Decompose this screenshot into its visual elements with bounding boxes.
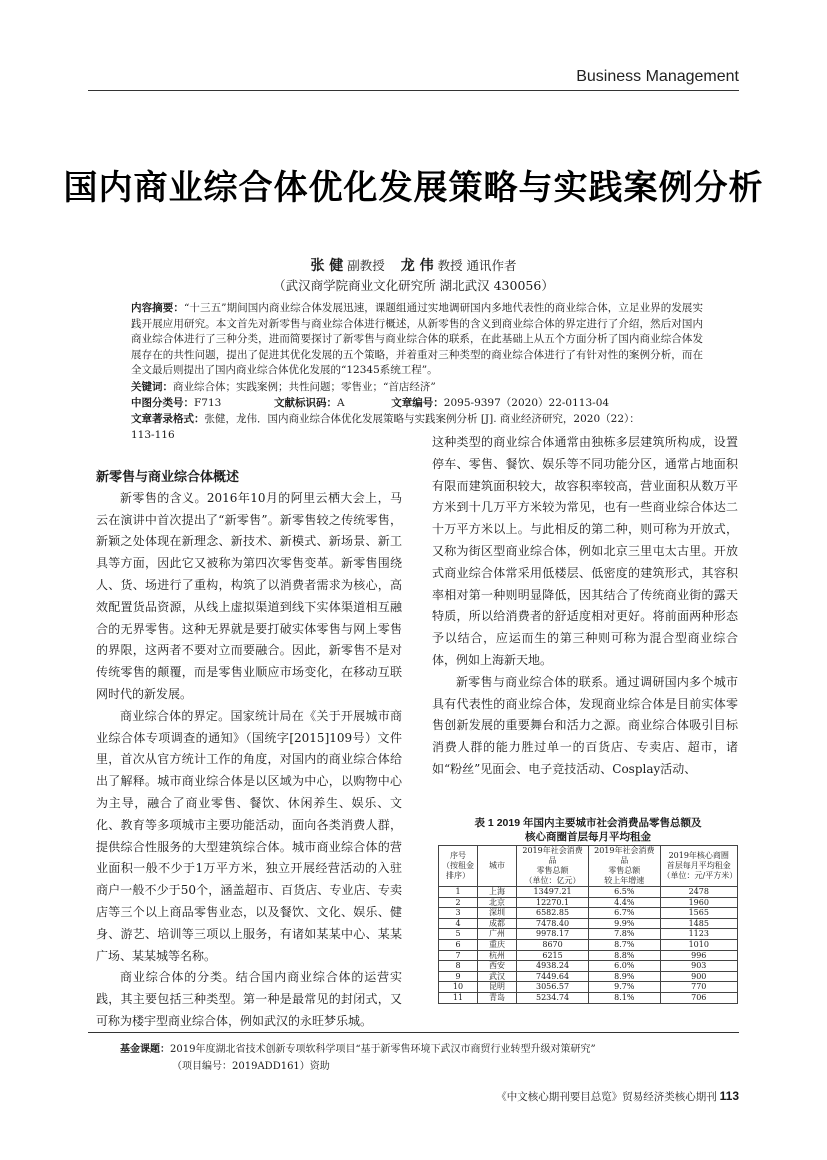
col-header-sales: 2019年社会消费品 零售总额 （单位：亿元） — [517, 846, 589, 887]
cell-sales: 3056.57 — [517, 982, 589, 993]
cell-sales: 7478.40 — [517, 918, 589, 929]
table-caption — [438, 816, 738, 844]
cell-rent: 1010 — [660, 939, 738, 950]
cell-rent: 706 — [660, 992, 738, 1003]
section-tag: Business Management — [576, 68, 739, 85]
table-row — [439, 887, 738, 898]
cell-city: 武汉 — [478, 971, 517, 982]
table-row — [439, 950, 738, 961]
cell-sales: 8670 — [517, 939, 589, 950]
cell-rank: 3 — [439, 908, 478, 919]
page-number: 113 — [719, 1089, 739, 1103]
funding-text: 2019年度湖北省技术创新专项软科学项目“基于新零售环境下武汉市商贸行业转型升级对策研究” — [170, 1044, 596, 1055]
abstract — [131, 301, 703, 379]
affiliation: （武汉商学院商业文化研究所 湖北武汉 430056） — [273, 278, 554, 293]
cell-rank: 2 — [439, 897, 478, 908]
footer-rule — [88, 1032, 739, 1033]
author-role: 教授 通讯作者 — [437, 258, 517, 273]
journal-footer — [496, 1089, 739, 1104]
cell-rent: 770 — [660, 982, 738, 993]
author-name: 张 健 — [310, 258, 344, 274]
cell-sales: 6215 — [517, 950, 589, 961]
cell-city: 深圳 — [478, 908, 517, 919]
cell-growth: 8.7% — [589, 939, 660, 950]
cell-sales: 7449.64 — [517, 971, 589, 982]
cell-city: 杭州 — [478, 950, 517, 961]
keywords-text: 商业综合体；实践案例；共性问题；零售业；“首店经济” — [173, 381, 436, 393]
author-name: 龙 伟 — [400, 258, 434, 274]
table-caption-line: 表 1 2019 年国内主要城市社会消费品零售总额及 — [474, 817, 702, 829]
cell-growth: 8.9% — [589, 971, 660, 982]
cell-sales: 12270.1 — [517, 897, 589, 908]
paragraph: 新零售的含义。2016年10月的阿里云栖大会上，马云在演讲中首次提出了“新零售”。新零售较之传统零售，新颖之处体现在新理念、新技术、新模式、新场景、新工具等方面，因此它又被称为第四次零售变革。新零售围绕人、货、场进行了重构，构筑了以消费者需求为核心，高效配置货品资源，从线上虚拟渠道到线下实体渠道相互融合的无界零售。这种无界就是要打破实体零售与网上零售的界限，这两者不要对立而要融合。因此，新零售不是对传统零售的颠覆，而是零售业顺应市场变化，在移动互联网时代的新发展。 — [96, 490, 402, 701]
paragraph: 新零售与商业综合体的联系。通过调研国内多个城市具有代表性的商业综合体，发现商业综合体是目前实体零售创新发展的重要舞台和活力之源。商业综合体吸引目标消费人群的能力胜过单一的百货店、专卖店、超市，诸如“粉丝”见面会、电子竞技活动、Cosplay活动、 — [432, 674, 738, 776]
clc-value: F713 — [194, 397, 222, 409]
keywords — [131, 380, 703, 396]
cell-growth: 9.7% — [589, 982, 660, 993]
cell-rank: 6 — [439, 939, 478, 950]
table-header-row — [439, 846, 738, 887]
citation-label: 文章著录格式： — [131, 413, 205, 425]
cell-city: 重庆 — [478, 939, 517, 950]
col-header-city: 城市 — [478, 846, 517, 887]
cell-city: 广州 — [478, 929, 517, 940]
cell-city: 上海 — [478, 887, 517, 898]
journal-name: 《中文核心期刊要目总览》贸易经济类核心期刊 — [496, 1091, 717, 1103]
table-row — [439, 908, 738, 919]
table-caption-line: 核心商圈首层每月平均租金 — [525, 831, 651, 843]
cell-sales: 13497.21 — [517, 887, 589, 898]
clc-label: 中图分类号： — [131, 397, 194, 409]
cell-growth: 6.0% — [589, 961, 660, 972]
paragraph: 商业综合体的分类。结合国内商业综合体的运营实践，其主要包括三种类型。第一种是最常见的封闭式，又可称为楼宇型商业综合体，例如武汉的永旺梦乐城。 — [96, 970, 402, 1028]
left-column — [96, 466, 402, 1033]
cell-city: 昆明 — [478, 982, 517, 993]
cell-growth: 9.9% — [589, 918, 660, 929]
cell-rent: 1485 — [660, 918, 738, 929]
col-header-rent: 2019年核心商圈 首层每月平均租金 （单位：元/平方米） — [660, 846, 738, 887]
cell-sales: 4938.24 — [517, 961, 589, 972]
col-header-growth: 2019年社会消费品 零售总额 较上年增速 — [589, 846, 660, 887]
cell-rent: 1565 — [660, 908, 738, 919]
right-column — [432, 432, 738, 781]
cell-sales: 9978.17 — [517, 929, 589, 940]
cell-growth: 7.8% — [589, 929, 660, 940]
header-rule — [88, 90, 739, 91]
cell-rank: 10 — [439, 982, 478, 993]
section-heading: 新零售与商业综合体概述 — [96, 469, 240, 484]
cell-growth: 6.5% — [589, 887, 660, 898]
cell-rank: 8 — [439, 961, 478, 972]
cell-growth: 4.4% — [589, 897, 660, 908]
cell-rank: 9 — [439, 971, 478, 982]
cell-growth: 6.7% — [589, 908, 660, 919]
paper-title: 国内商业综合体优化发展策略与实践案例分析 — [63, 168, 764, 208]
cell-rank: 7 — [439, 950, 478, 961]
cell-rent: 1960 — [660, 897, 738, 908]
funding-project-no: （项目编号：2019ADD161）资助 — [172, 1061, 330, 1072]
cell-rent: 996 — [660, 950, 738, 961]
cell-city: 北京 — [478, 897, 517, 908]
cell-city: 西安 — [478, 961, 517, 972]
cell-rank: 4 — [439, 918, 478, 929]
abstract-label: 内容摘要： — [131, 302, 184, 314]
cell-city: 成都 — [478, 918, 517, 929]
table-row — [439, 929, 738, 940]
table-row — [439, 961, 738, 972]
cell-growth: 8.1% — [589, 992, 660, 1003]
abstract-text: “十三五”期间国内商业综合体发展迅速，课题组通过实地调研国内多地代表性的商业综合体，立足业界的发展实践开展应用研究。本文首先对新零售与商业综合体进行概述，从新零售的含义到商业综合体的界定进行了介绍，然后对国内商业综合体进行了三种分类，进而简要探讨了新零售与商业综合体的联系，在此基础上从五个方面分析了国内商业综合体发展存在的共性问题，提出了促进其优化发展的五个策略，并着重对三种类型的商业综合体进行了有针对性的案例分析，而在全文最后则提出了国内商业综合体优化发展的“12345系统工程”。 — [131, 302, 704, 376]
cell-rank: 11 — [439, 992, 478, 1003]
paragraph: 商业综合体的界定。国家统计局在《关于开展城市商业综合体专项调查的通知》（国统字[2015]109号）文件里，首次从官方统计工作的角度，对国内的商业综合体给出了解释。城市商业综合体是以区域为中心，以购物中心为主导，融合了商业零售、餐饮、休闲养生、娱乐、文化、教育等多项城市主要功能活动，面向各类消费人群，提供综合性服务的大型建筑综合体。城市商业综合体的营业面积一般不少于1万平方米，独立开展经营活动的入驻商户一般不少于50个，涵盖超市、百货店、专业店、专卖店等三个以上商品零售业态，以及餐饮、文化、娱乐、健身、游艺、培训等三项以上服务，有诸如某某中心、某某广场、某某城等名称。 — [96, 708, 402, 963]
table-row — [439, 897, 738, 908]
article-no-label: 文章编号： — [391, 397, 444, 409]
cell-rent: 1123 — [660, 929, 738, 940]
table-row — [439, 982, 738, 993]
cell-rent: 2478 — [660, 887, 738, 898]
cell-rent: 900 — [660, 971, 738, 982]
doc-code-value: A — [337, 397, 345, 409]
author-role: 副教授 — [347, 258, 385, 273]
funding-note — [120, 1041, 720, 1075]
keywords-label: 关键词： — [131, 381, 173, 393]
table-row — [439, 992, 738, 1003]
cell-growth: 8.8% — [589, 950, 660, 961]
cell-rank: 1 — [439, 887, 478, 898]
cell-city: 青岛 — [478, 992, 517, 1003]
col-header-rank: 序号 （按租金 排序） — [439, 846, 478, 887]
doc-code-label: 文献标识码： — [274, 397, 338, 409]
paragraph: 这种类型的商业综合体通常由独栋多层建筑所构成，设置停车、零售、餐饮、娱乐等不同功能分区，通常占地面积有限而建筑面积较大，故容积率较高，营业面积从数万平方米到十几万平方米较为常见，也有一些商业综合体达二十万平方米以上。与此相反的第二种，则可称为开放式，又称为街区型商业综合体，例如北京三里屯太古里。开放式商业综合体常采用低楼层、低密度的建筑形式，其容积率相对第一种则明显降低，因其结合了传统商业街的露天特质，所以给消费者的舒适度相对更好。将前面两种形态予以结合，应运而生的第三种则可称为混合型商业综合体，例如上海新天地。 — [432, 435, 738, 667]
cell-rank: 5 — [439, 929, 478, 940]
data-table — [438, 845, 738, 1004]
table-row — [439, 939, 738, 950]
cell-rent: 903 — [660, 961, 738, 972]
cell-sales: 5234.74 — [517, 992, 589, 1003]
citation — [131, 412, 703, 428]
cell-sales: 6582.85 — [517, 908, 589, 919]
table-row — [439, 971, 738, 982]
table-row — [439, 918, 738, 929]
article-no-value: 2095-9397（2020）22-0113-04 — [443, 397, 610, 409]
classification — [131, 396, 703, 412]
citation-pages: 113-116 — [131, 429, 175, 441]
authors — [0, 255, 827, 275]
table-body — [439, 887, 738, 1004]
funding-label: 基金课题： — [120, 1044, 170, 1055]
citation-text: 张健，龙伟．国内商业综合体优化发展策略与实践案例分析 [J]. 商业经济研究，2020（22）： — [204, 413, 640, 425]
